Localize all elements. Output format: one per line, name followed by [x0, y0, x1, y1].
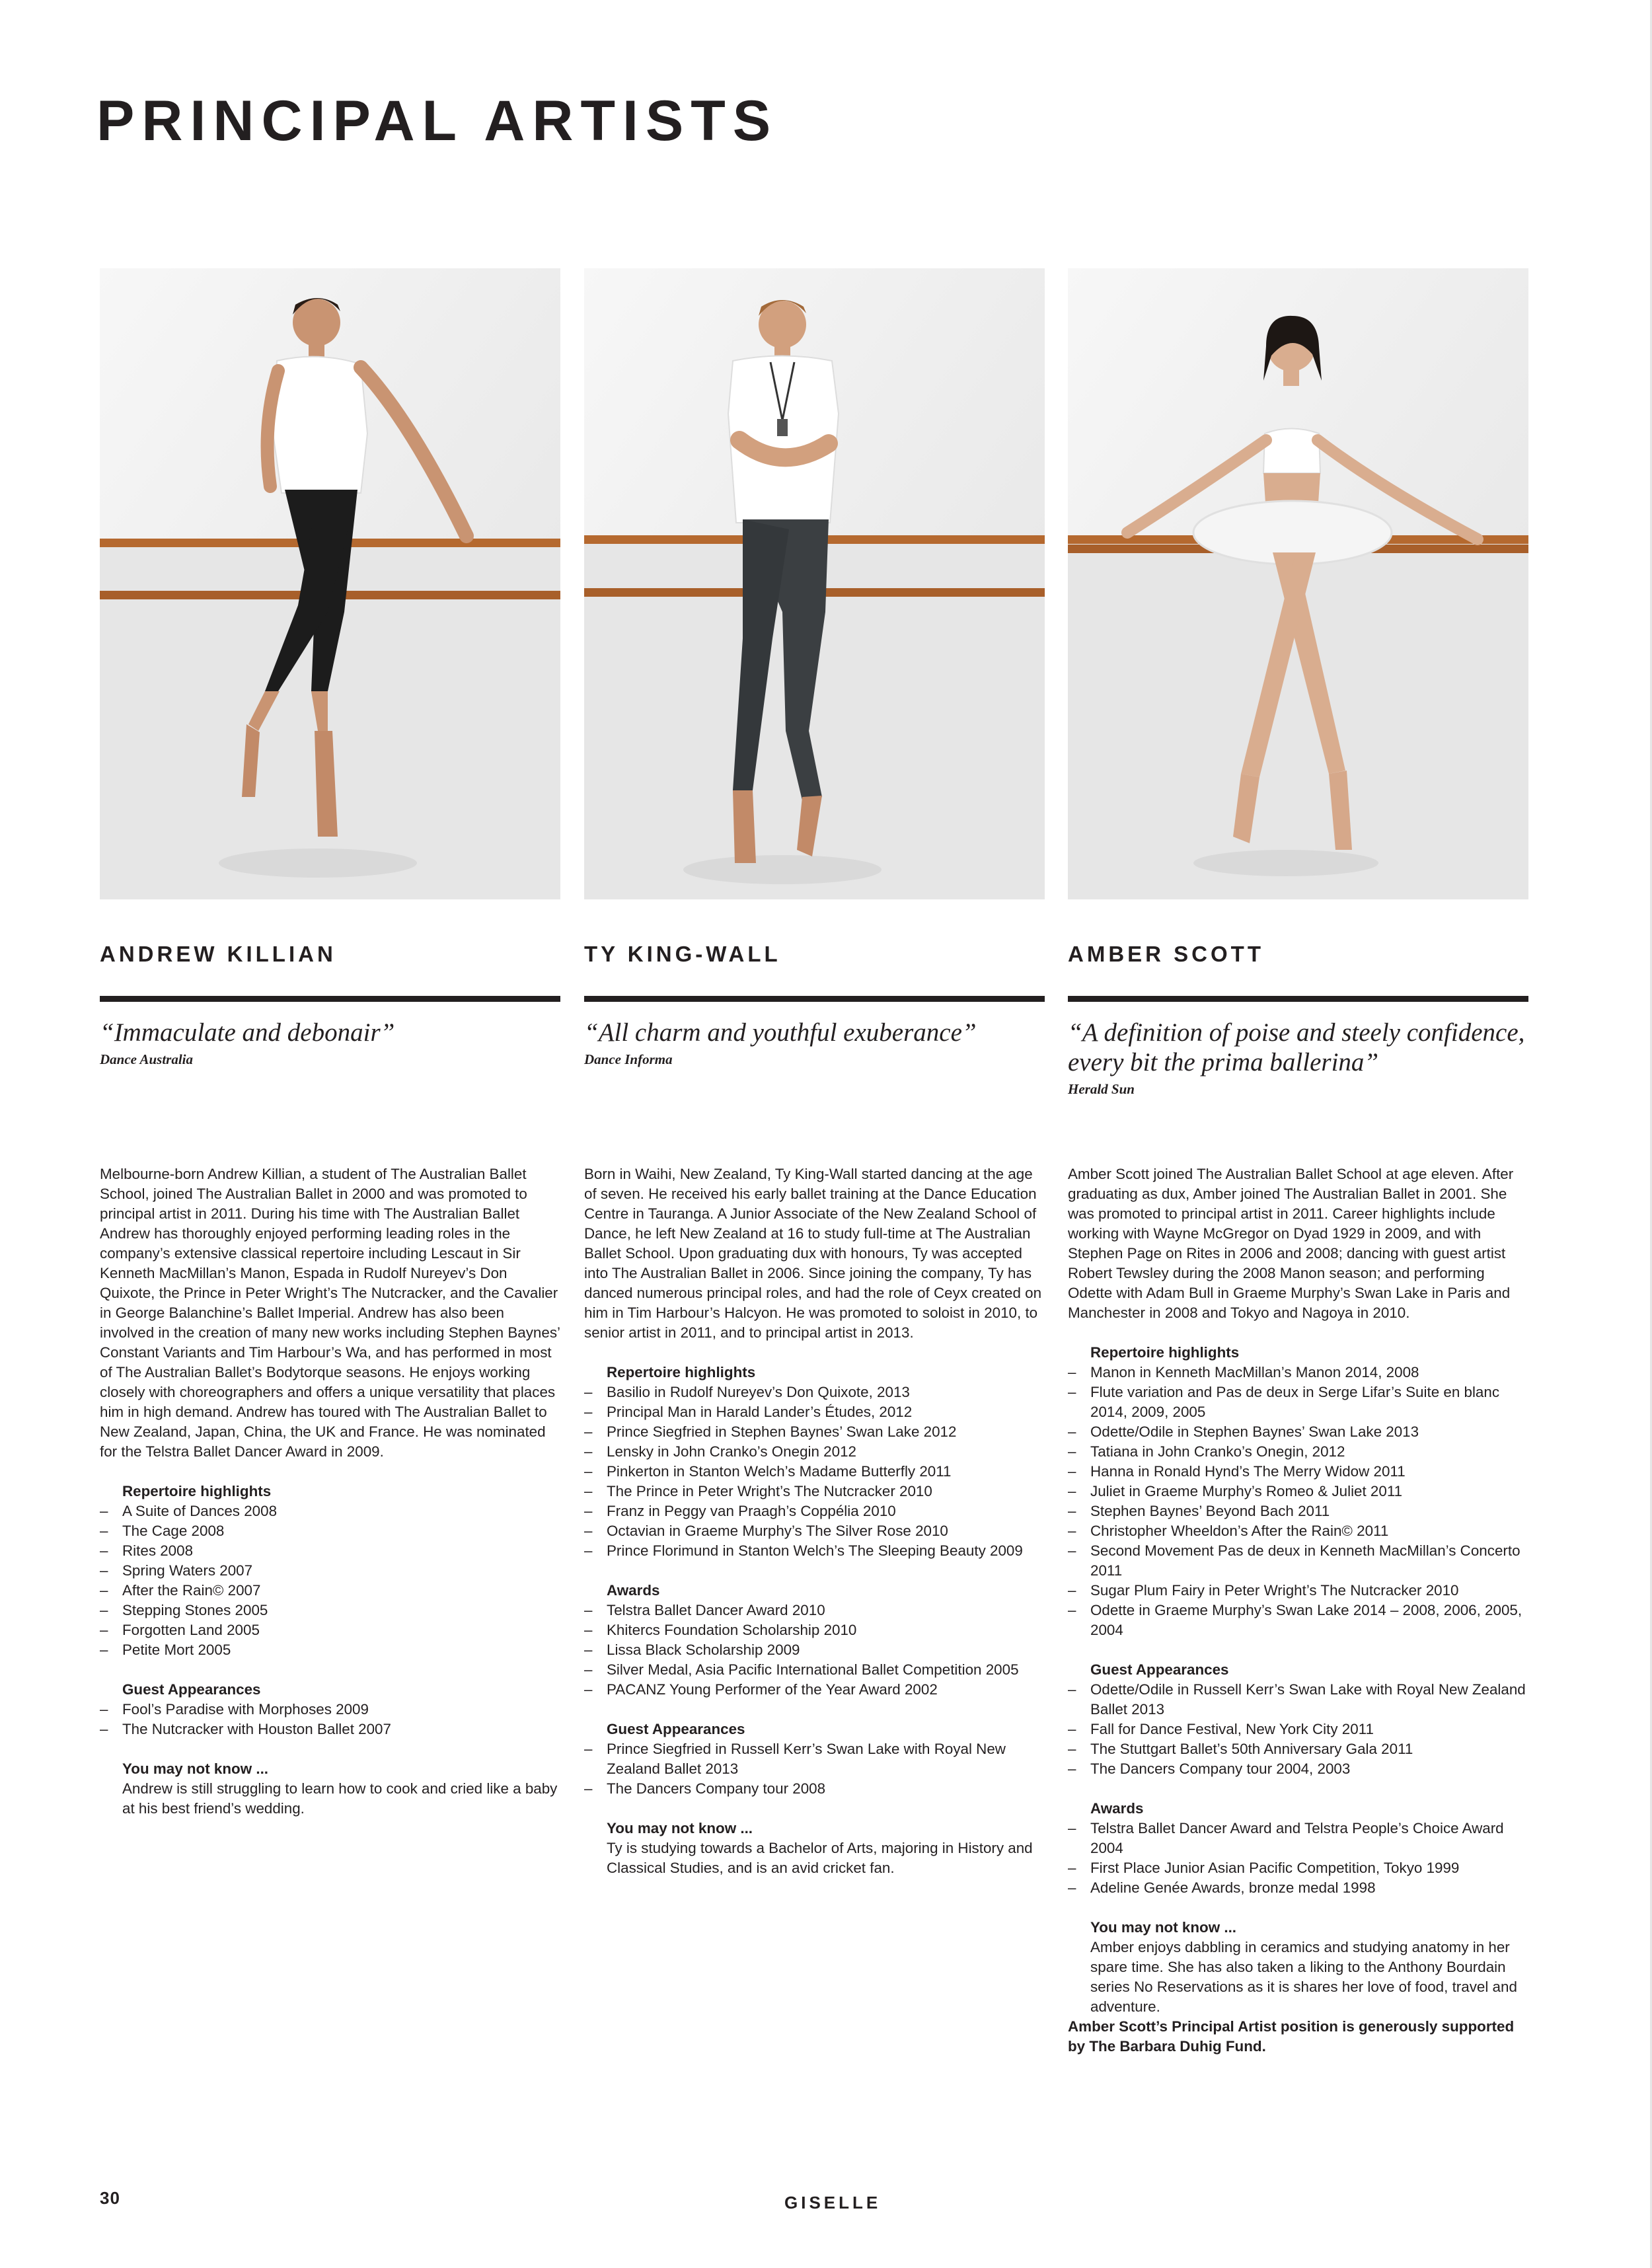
section-heading: Awards — [1090, 1800, 1144, 1817]
list-item: – The Prince in Peter Wright’s The Nutcracker 2010 — [607, 1482, 1045, 1501]
bio-paragraph: Melbourne-born Andrew Killian, a student of The Australian Ballet School, joined The Australian Ballet in 2000 and was promoted to principal artist in 2011. During his time with The Australian Ballet Andrew has thoroughly enjoyed performing leading roles in the company’s extensive classical repertoire including Lescaut in Sir Kenneth MacMillan’s Manon, Espada in Rudolf Nureyev’s Don Quixote, the Prince in Peter Wright’s The Nutcracker, and the Cavalier in George Balanchine’s Ballet Imperial. Andrew has also been involved in the creation of many new works including Stephen Baynes’ Constant Variants and Tim Harbour’s Wa, and has performed in most of The Australian Ballet’s Bodytorque seasons. He enjoys working closely with choreographers and offers a unique versatility that places him in high demand. Andrew has toured with The Australian Ballet to New Zealand, Japan, China, the UK and France. He was nominated for the Telstra Ballet Dancer Award in 2009. — [100, 1166, 560, 1460]
press-quote — [1068, 1018, 1528, 1098]
list-item: – Prince Siegfried in Russell Kerr’s Swan Lake with Royal New Zealand Ballet 2013 — [607, 1739, 1045, 1779]
section-heading: Repertoire highlights — [1090, 1344, 1240, 1361]
section-heading: Repertoire highlights — [122, 1483, 272, 1499]
section-heading: You may not know ... — [122, 1760, 269, 1777]
list-item: – PACANZ Young Performer of the Year Award 2002 — [607, 1680, 1045, 1700]
list-item: – Fool’s Paradise with Morphoses 2009 — [122, 1700, 560, 1720]
list-item: – The Dancers Company tour 2004, 2003 — [1090, 1759, 1528, 1779]
list-item: – Manon in Kenneth MacMillan’s Manon 2014, 2008 — [1090, 1363, 1528, 1382]
trivia-text: Ty is studying towards a Bachelor of Arts, majoring in History and Classical Studies, and is an avid cricket fan. — [607, 1840, 1033, 1876]
list-item: – Lissa Black Scholarship 2009 — [607, 1640, 1045, 1660]
list-item: – Second Movement Pas de deux in Kenneth MacMillan’s Concerto 2011 — [1090, 1541, 1528, 1581]
section-heading: You may not know ... — [607, 1820, 753, 1836]
list-item: – Hanna in Ronald Hynd’s The Merry Widow 2011 — [1090, 1462, 1528, 1482]
list-item: – Pinkerton in Stanton Welch’s Madame Butterfly 2011 — [607, 1462, 1045, 1482]
awards-section — [584, 1581, 1045, 1700]
section-heading: Awards — [607, 1582, 660, 1599]
list-item: – Octavian in Graeme Murphy’s The Silver Rose 2010 — [607, 1521, 1045, 1541]
list-item: – The Nutcracker with Houston Ballet 2007 — [122, 1720, 560, 1739]
bio-paragraph: Amber Scott joined The Australian Ballet School at age eleven. After graduating as dux, Amber joined The Australian Ballet in 2001. She was promoted to principal artist in 2011. Career highlights include working with Wayne McGregor on Dyad 1929 in 2009, and with Stephen Page on Rites in 2006 and 2008; dancing with guest artist Robert Tewsley during the 2008 Manon season; and performing Odette with Adam Bull in Graeme Murphy’s Swan Lake in Paris and Manchester in 2008 and Tokyo and Nagoya in 2010. — [1068, 1166, 1514, 1321]
portrait-photo-icon — [584, 268, 1045, 899]
trivia-text: Amber enjoys dabbling in ceramics and studying anatomy in her spare time. She has also taken a liking to the Anthony Bourdain series No Reservations as it is shares her love of food, travel and adventure. — [1090, 1939, 1517, 2015]
list-item: – Fall for Dance Festival, New York City 2011 — [1090, 1720, 1528, 1739]
list-item: – Odette/Odile in Russell Kerr’s Swan Lake with Royal New Zealand Ballet 2013 — [1090, 1680, 1528, 1720]
divider-rule — [100, 996, 560, 1002]
list-item: – Silver Medal, Asia Pacific International Ballet Competition 2005 — [607, 1660, 1045, 1680]
portrait-photo-icon — [100, 268, 560, 899]
list-item: – Forgotten Land 2005 — [122, 1620, 560, 1640]
you-may-not-know-section — [1068, 1918, 1528, 2017]
list-item: – Stephen Baynes’ Beyond Bach 2011 — [1090, 1501, 1528, 1521]
list-item: – Telstra Ballet Dancer Award 2010 — [607, 1601, 1045, 1620]
artist-column-ty-king-wall — [584, 268, 1045, 1876]
page-title: PRINCIPAL ARTISTS — [96, 89, 778, 153]
quote-text: “A definition of poise and steely confidence, every bit the prima ballerina” — [1068, 1018, 1525, 1077]
list-item: – Juliet in Graeme Murphy’s Romeo & Juliet 2011 — [1090, 1482, 1528, 1501]
list-item: – After the Rain© 2007 — [122, 1581, 560, 1601]
list-item: – Rites 2008 — [122, 1541, 560, 1561]
artist-name: ANDREW KILLIAN — [100, 942, 336, 966]
list-item: – Christopher Wheeldon’s After the Rain© 2011 — [1090, 1521, 1528, 1541]
section-heading: Guest Appearances — [1090, 1661, 1229, 1678]
section-heading: Repertoire highlights — [607, 1364, 756, 1380]
section-heading: You may not know ... — [1090, 1919, 1237, 1936]
page-number: 30 — [100, 2188, 120, 2208]
artist-photo-andrew-killian — [100, 268, 560, 899]
artist-biography — [1068, 1164, 1528, 2057]
list-item: – Sugar Plum Fairy in Peter Wright’s The Nutcracker 2010 — [1090, 1581, 1528, 1601]
guest-appearances-section — [1068, 1660, 1528, 1779]
quote-source: Dance Informa — [584, 1051, 673, 1067]
list-item: – Lensky in John Cranko’s Onegin 2012 — [607, 1442, 1045, 1462]
sponsor-note: Amber Scott’s Principal Artist position is generously supported by The Barbara Duhig Fund. — [1068, 2018, 1515, 2055]
guest-appearances-section — [100, 1680, 560, 1739]
running-footer-title: GISELLE — [784, 2193, 882, 2212]
list-item: – Prince Florimund in Stanton Welch’s The Sleeping Beauty 2009 — [607, 1541, 1045, 1561]
list-item: – Principal Man in Harald Lander’s Études, 2012 — [607, 1402, 1045, 1422]
list-item: – Flute variation and Pas de deux in Serge Lifar’s Suite en blanc 2014, 2009, 2005 — [1090, 1382, 1528, 1422]
list-item: – The Cage 2008 — [122, 1521, 560, 1541]
list-item: – Franz in Peggy van Praagh’s Coppélia 2010 — [607, 1501, 1045, 1521]
repertoire-list — [1090, 1363, 1528, 1640]
trivia-text: Andrew is still struggling to learn how to cook and cried like a baby at his best friend’s wedding. — [122, 1780, 558, 1817]
artist-name: TY KING-WALL — [584, 942, 781, 966]
list-item: – Petite Mort 2005 — [122, 1640, 560, 1660]
quote-text: “All charm and youthful exuberance” — [584, 1018, 977, 1047]
divider-rule — [584, 996, 1045, 1002]
press-quote — [584, 1018, 1045, 1069]
list-item: – First Place Junior Asian Pacific Competition, Tokyo 1999 — [1090, 1858, 1528, 1878]
guest-list — [607, 1739, 1045, 1799]
list-item: – Basilio in Rudolf Nureyev’s Don Quixote, 2013 — [607, 1382, 1045, 1402]
list-item: – The Stuttgart Ballet’s 50th Anniversary Gala 2011 — [1090, 1739, 1528, 1759]
press-quote — [100, 1018, 560, 1069]
artist-biography — [584, 1164, 1045, 1878]
section-heading: Guest Appearances — [122, 1681, 261, 1698]
guest-appearances-section — [584, 1720, 1045, 1799]
list-item: – Khitercs Foundation Scholarship 2010 — [607, 1620, 1045, 1640]
list-item: – Telstra Ballet Dancer Award and Telstra People’s Choice Award 2004 — [1090, 1819, 1528, 1858]
bio-paragraph: Born in Waihi, New Zealand, Ty King-Wall started dancing at the age of seven. He received his early ballet training at the Dance Education Centre in Tauranga. A Junior Associate of the New Zealand School of Dance, he left New Zealand at 16 to study full-time at The Australian Ballet School. Upon graduating dux with honours, Ty was accepted into The Australian Ballet in 2006. Since joining the company, Ty has danced numerous principal roles, and had the role of Ceyx created on him in Tim Harbour’s Halcyon. He was promoted to soloist in 2010, to senior artist in 2011, and to principal artist in 2013. — [584, 1166, 1042, 1341]
artist-column-amber-scott — [1068, 268, 1528, 2055]
artist-column-andrew-killian — [100, 268, 560, 1817]
guest-list — [122, 1700, 560, 1739]
list-item: – Spring Waters 2007 — [122, 1561, 560, 1581]
list-item: – The Dancers Company tour 2008 — [607, 1779, 1045, 1799]
quote-text: “Immaculate and debonair” — [100, 1018, 395, 1047]
quote-source: Dance Australia — [100, 1051, 193, 1067]
quote-source: Herald Sun — [1068, 1081, 1135, 1097]
repertoire-section — [584, 1363, 1045, 1561]
awards-section — [1068, 1799, 1528, 1898]
list-item: – Adeline Genée Awards, bronze medal 1998 — [1090, 1878, 1528, 1898]
section-heading: Guest Appearances — [607, 1721, 745, 1737]
list-item: – Odette in Graeme Murphy’s Swan Lake 2014 – 2008, 2006, 2005, 2004 — [1090, 1601, 1528, 1640]
artist-photo-ty-king-wall — [584, 268, 1045, 899]
list-item: – Tatiana in John Cranko’s Onegin, 2012 — [1090, 1442, 1528, 1462]
awards-list — [607, 1601, 1045, 1700]
repertoire-list — [607, 1382, 1045, 1561]
artist-photo-amber-scott — [1068, 268, 1528, 899]
artist-biography — [100, 1164, 560, 1819]
list-item: – Stepping Stones 2005 — [122, 1601, 560, 1620]
guest-list — [1090, 1680, 1528, 1779]
list-item: – A Suite of Dances 2008 — [122, 1501, 560, 1521]
list-item: – Prince Siegfried in Stephen Baynes’ Swan Lake 2012 — [607, 1422, 1045, 1442]
divider-rule — [1068, 996, 1528, 1002]
artist-name: AMBER SCOTT — [1068, 942, 1264, 966]
list-item: – Odette/Odile in Stephen Baynes’ Swan Lake 2013 — [1090, 1422, 1528, 1442]
repertoire-section — [1068, 1343, 1528, 1640]
awards-list — [1090, 1819, 1528, 1898]
repertoire-section — [100, 1482, 560, 1660]
repertoire-list — [122, 1501, 560, 1660]
you-may-not-know-section — [584, 1819, 1045, 1878]
you-may-not-know-section — [100, 1759, 560, 1819]
portrait-photo-icon — [1068, 268, 1528, 899]
